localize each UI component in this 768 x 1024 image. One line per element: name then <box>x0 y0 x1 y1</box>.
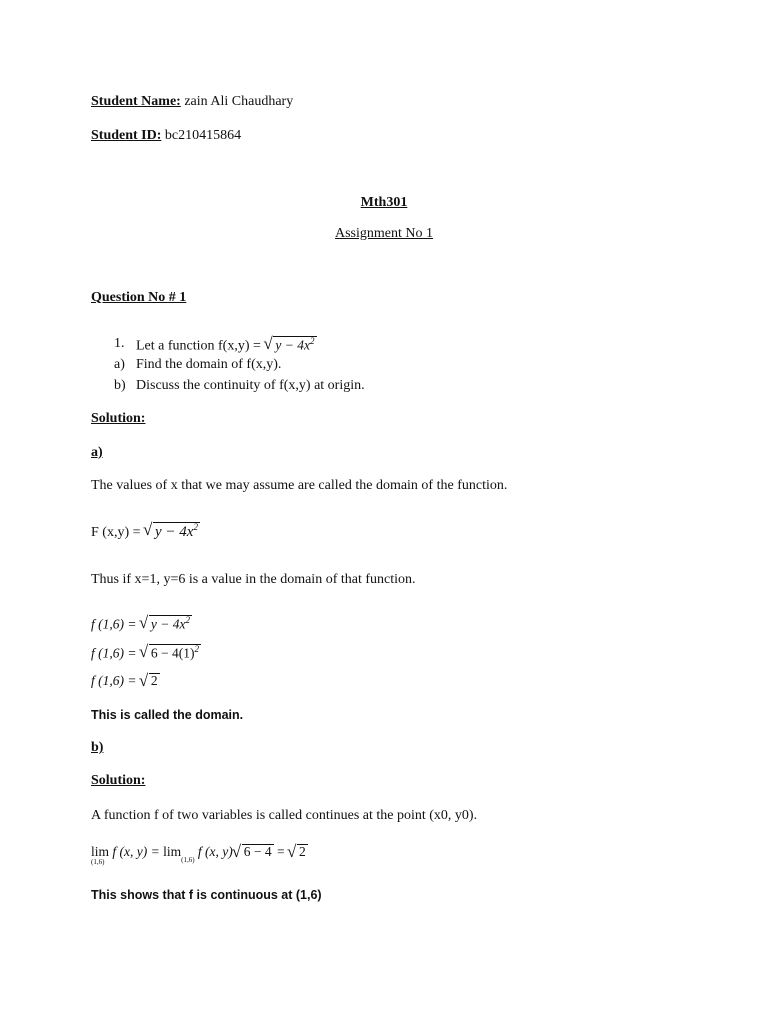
domain-definition: The values of x that we may assume are called the domain of the function. <box>91 478 508 493</box>
list-marker: 1. <box>114 336 125 351</box>
sqrt-expression: √ $y - 4x^2$ <box>273 336 316 353</box>
sqrt-expression: √ $6 - 4(1)^2$ <box>149 644 201 661</box>
limit-word: lim <box>163 844 182 859</box>
sqrt-expression: √ 2 <box>297 844 308 860</box>
equation-3 <box>91 673 160 689</box>
function-definition <box>91 522 200 541</box>
equation-1-lhs: f (1,6) = <box>91 616 137 632</box>
student-name-label: Student Name: <box>91 94 181 109</box>
question-item-b <box>114 378 365 394</box>
continuity-definition: A function f of two variables is called continues at the point (x0, y0). <box>91 808 478 823</box>
equation-1 <box>91 615 192 633</box>
sqrt-expression: √ $y - 4x^2$ <box>153 522 200 541</box>
question-item-1 <box>114 336 315 354</box>
assignment-title: Assignment No 1 <box>335 226 433 241</box>
domain-example: Thus if x=1, y=6 is a value in the domain of that function. <box>91 572 416 587</box>
part-a-label: a) <box>91 445 103 460</box>
limit-word: lim <box>91 844 110 859</box>
domain-conclusion: This is called the domain. <box>91 708 244 722</box>
sqrt-expression: √ $y - 4x^2$ <box>149 615 192 632</box>
student-name-value: zain Ali Chaudhary <box>180 94 294 109</box>
student-id-value: bc210415864 <box>161 128 242 143</box>
student-name-line <box>91 94 293 110</box>
question-item-b-text: Discuss the continuity of f(x,y) at origin. <box>136 378 365 393</box>
equation-2-lhs: f (1,6) = <box>91 645 137 661</box>
limit-expr: f (x, y) = <box>112 844 160 859</box>
continuity-conclusion: This shows that f is continuous at (1,6) <box>91 888 322 902</box>
limit-subscript: (1,6) <box>181 856 195 864</box>
function-label: F (x,y) = <box>91 525 141 540</box>
limit-expr-2: f (x, y) <box>197 844 233 859</box>
sqrt-expression: √ 6 − 4 <box>242 844 274 860</box>
student-id-label: Student ID: <box>91 128 162 143</box>
limit-operator <box>91 844 110 866</box>
course-code: Mth301 <box>360 195 408 210</box>
equation-2 <box>91 644 201 662</box>
question-item-1-label: Let a function f(x,y) = <box>136 338 261 354</box>
question-item-a-text: Find the domain of f(x,y). <box>136 357 282 372</box>
sqrt-expression: √ 2 <box>149 673 160 689</box>
question-item-a <box>114 357 282 373</box>
part-b-label: b) <box>91 740 104 755</box>
equation-3-lhs: f (1,6) = <box>91 673 137 688</box>
limit-equation: lim (1,6) f (x, $y) = \lim_{(1,6)} f$ (x, y)√ 6 − 4 = √ 2 <box>91 844 308 860</box>
limit-operator <box>163 844 195 864</box>
student-id-line <box>91 128 241 144</box>
list-marker: a) <box>114 357 125 372</box>
limit-subscript: (1,6) <box>91 858 105 866</box>
solution-heading-a: Solution: <box>91 411 146 426</box>
list-marker: b) <box>114 378 126 393</box>
question-title: Question No # 1 <box>91 290 187 305</box>
solution-heading-b: Solution: <box>91 773 146 788</box>
question-item-1-text <box>136 336 317 355</box>
